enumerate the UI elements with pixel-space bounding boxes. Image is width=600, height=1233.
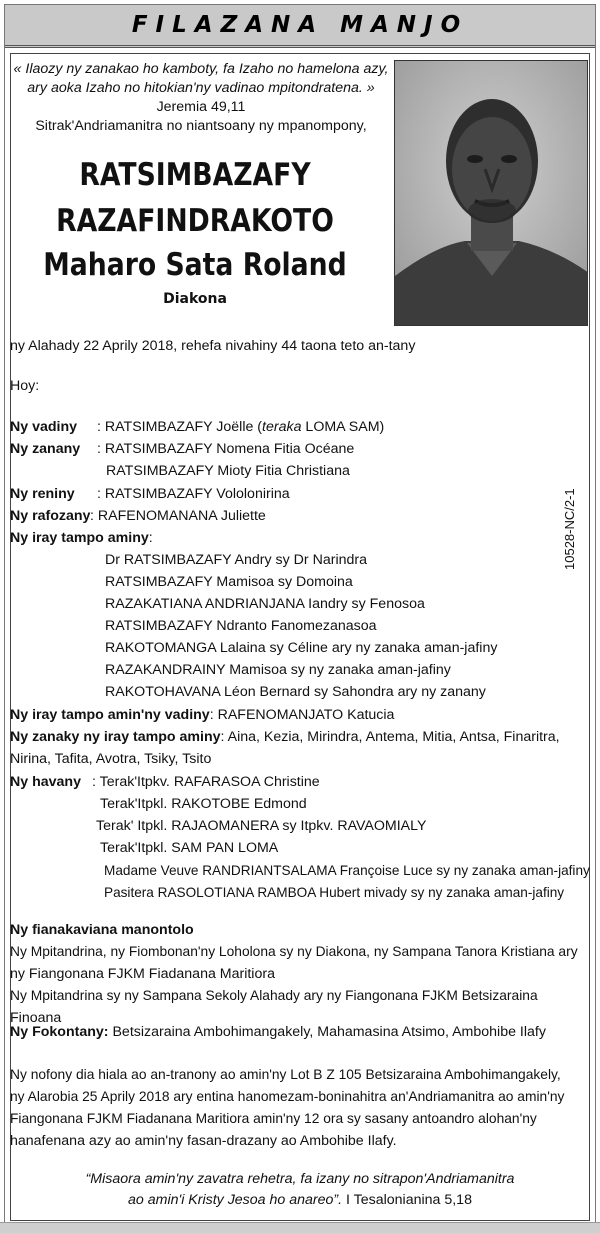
quote-reference: Jeremia 49,11: [156, 99, 246, 115]
havany-item: Pasitera RASOLOTIANA RAMBOA Hubert mivady sy ny zanaka aman-jafiny: [104, 885, 565, 900]
closing-quote-line-2: ao amin'i Kristy Jesoa ho anareo”. I Tesalonianina 5,18: [128, 1192, 472, 1208]
funeral-line: Fiangonana FJKM Fiadanana Maritiora amin'ny 12 ora sy sasany antoandro alohan'ny: [10, 1111, 537, 1126]
funeral-line: hanafenana azy ao amin'ny fasan-drazany ao Ambohibe Ilafy.: [10, 1133, 397, 1149]
zanany-item: : RATSIMBAZAFY Nomena Fitia Océane: [97, 441, 355, 457]
havany-item: Madame Veuve RANDRIANTSALAMA Françoise Luce sy ny zanaka aman-jafiny: [104, 863, 590, 878]
iray-tampo-item: Dr RATSIMBAZAFY Andry sy Dr Narindra: [105, 552, 367, 568]
havany-item: Terak' Itpkl. RAJAOMANERA sy Itpkv. RAVAOMIALY: [96, 818, 427, 834]
fianakaviana-label: Ny fianakaviana manontolo: [10, 922, 194, 938]
fianakaviana-line: ny Fiangonana FJKM Fiadanana Maritiora: [10, 966, 275, 982]
reniny-value: : RATSIMBAZAFY Vololonirina: [97, 486, 290, 502]
havany-item: Terak'Itpkl. SAM PAN LOMA: [100, 840, 279, 856]
portrait-photo: [394, 60, 588, 326]
funeral-line: Ny nofony dia hiala ao an-tranony ao amin'ny Lot B Z 105 Betsizaraina Ambohimangakely,: [10, 1067, 561, 1082]
vadiny-value: : RATSIMBAZAFY Joëlle (teraka LOMA SAM): [97, 419, 385, 435]
iray-tampo-item: RAKOTOMANGA Lalaina sy Céline ary ny zanaka aman-jafiny: [105, 640, 498, 656]
rafozany-value: : RAFENOMANANA Juliette: [90, 508, 266, 524]
iray-tampo-vadiny-line: Ny iray tampo amin'ny vadiny: RAFENOMANJATO Katucia: [10, 707, 395, 723]
hoy-label: Hoy:: [10, 378, 40, 394]
iray-tampo-item: RAKOTOHAVANA Léon Bernard sy Sahondra ary ny zanany: [105, 684, 486, 700]
havany-item: Terak'Itpkl. RAKOTOBE Edmond: [100, 796, 307, 812]
zanany-label: Ny zanany: [10, 441, 81, 457]
iray-tampo-item: RAZAKANDRAINY Mamisoa sy ny zanaka aman-jafiny: [105, 662, 451, 678]
fianakaviana-line: Ny Mpitandrina, ny Fiombonan'ny Loholona sy ny Diakona, ny Sampana Tanora Kristiana ary: [10, 944, 578, 959]
reniny-label: Ny reniny: [10, 486, 75, 502]
notice-header: [5, 5, 595, 48]
funeral-line: ny Alarobia 25 Aprily 2018 ary entina hanomezam-boninahitra an'Andriamanitra ao amin'ny: [10, 1089, 565, 1104]
portrait-image: [395, 61, 588, 326]
vadiny-label: Ny vadiny: [10, 419, 78, 435]
iray-tampo-item: RAZAKATIANA ANDRIANJANA Iandry sy Fenosoa: [105, 596, 425, 612]
header-title: FILAZANA MANJO: [131, 12, 469, 38]
deceased-surname-2: RAZAFINDRAKOTO: [56, 203, 334, 239]
iray-tampo-heading: Ny iray tampo aminy:: [10, 530, 153, 546]
quote-line-2: ary aoka Izaho no hitokian'ny vadinao mpitondratena. »: [27, 80, 375, 96]
reference-code: 10528-NC/2-1: [562, 488, 577, 570]
havany-label: Ny havany: [10, 774, 81, 790]
death-date-line: ny Alahady 22 Aprily 2018, rehefa nivahiny 44 taona teto an-tany: [10, 338, 416, 354]
announcement-line: Sitrak'Andriamanitra no niantsoany ny mpanompony,: [35, 118, 367, 134]
zanaky-line-2: Nirina, Tafita, Avotra, Tsiky, Tsito: [10, 751, 212, 767]
closing-quote-line-1: “Misaora amin'ny zavatra rehetra, fa izany no sitrapon'Andriamanitra: [85, 1171, 515, 1187]
zanaky-line-1: Ny zanaky ny iray tampo aminy: Aina, Kezia, Mirindra, Antema, Mitia, Antsa, Finaritra,: [10, 729, 560, 745]
fokontany-line: Ny Fokontany: Betsizaraina Ambohimangakely, Mahamasina Atsimo, Ambohibe Ilafy: [10, 1024, 546, 1040]
iray-tampo-item: RATSIMBAZAFY Mamisoa sy Domoina: [105, 574, 353, 590]
bottom-bar: [0, 1222, 600, 1233]
deceased-surname-1: RATSIMBAZAFY: [79, 157, 311, 193]
fianakaviana-line: Ny Mpitandrina sy ny Sampana Sekoly Alahady ary ny Fiangonana FJKM Betsizaraina: [10, 988, 538, 1003]
deceased-given-names: Maharo Sata Roland: [43, 247, 347, 283]
zanany-item: RATSIMBAZAFY Mioty Fitia Christiana: [106, 463, 350, 479]
deceased-title: Diakona: [163, 291, 227, 307]
fianakaviana-line: Finoana: [10, 1010, 62, 1026]
iray-tampo-item: RATSIMBAZAFY Ndranto Fanomezanasoa: [105, 618, 377, 634]
havany-item: : Terak'Itpkv. RAFARASOA Christine: [92, 774, 320, 790]
rafozany-label: Ny rafozany: [10, 508, 91, 524]
quote-line-1: « Ilaozy ny zanakao ho kamboty, fa Izaho no hamelona azy,: [13, 61, 389, 77]
